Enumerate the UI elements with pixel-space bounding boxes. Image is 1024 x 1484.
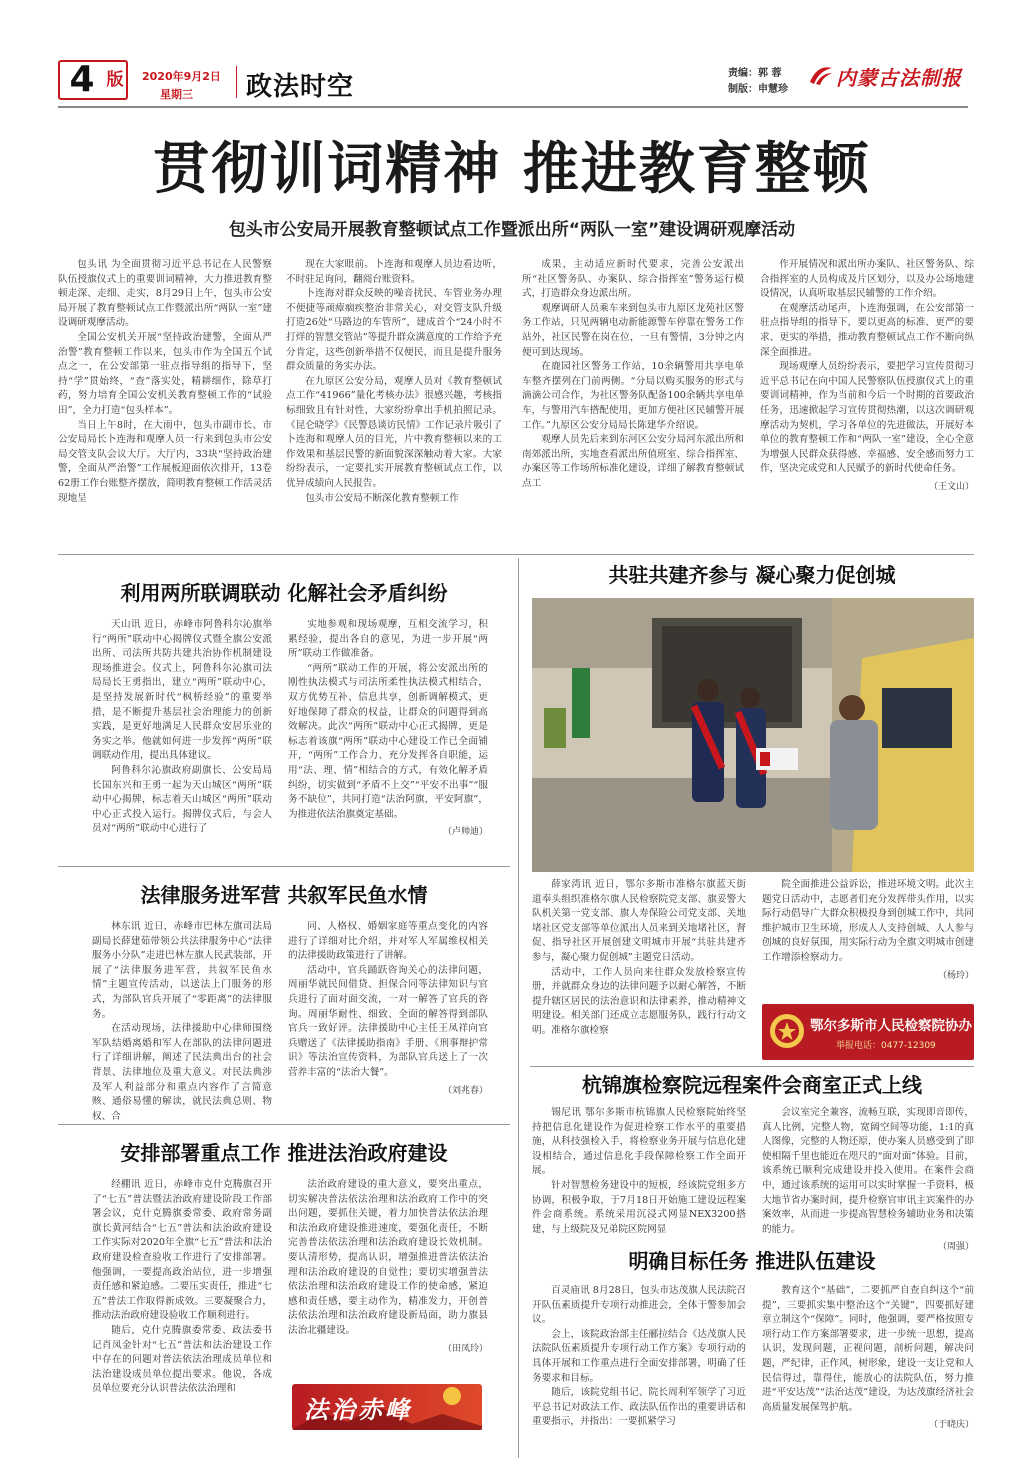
a4-photo [532,598,974,872]
a1-signature: （卢帅迪） [442,827,488,838]
page-number: 4 [69,59,95,100]
procuratorate-banner-text: 鄂尔多斯市人民检察院协办 [810,1018,972,1034]
a3-text-1: 经棚讯 近日，赤峰市克什克腾旗召开了“七五”普法暨法治政府建设阶段工作部署会议，克什克腾旗委常委、政府常务副旗长黄河结合“七五”普法和法治政府建设工作实际对2020年全旗“七五”普法和法治政府建设检查验收工作进行了安排部署。他强调，一要提高政治站位，进一步增强责任感和紧迫感。二要压实责任，推进“七五”普法工作取得新成效。三要凝聚合力，推动法治政府建设验收工作顺利进行。 随后，克什克腾旗委常委、政法委书记肖凤金针对“七五”普法和法治建设工作中存在的问题对普法依法治理成员单位和法治建设成员单位提出要求。他说，各成员单位要充分认识普法依法治理和 [92,1179,272,1395]
a3-col-1 [92,1178,272,1462]
a1-text-1: 天山讯 近日，赤峰市阿鲁科尔沁旗举行“两所”联动中心揭牌仪式暨全旗公安派出所、司法所共防共建共治协作机制建设现场推进会。仪式上，阿鲁科尔沁旗司法局局长王勇指出，建立“两所”联动中心，是坚持发展新时代“枫桥经验”的重要举措，是不断提升基层社会治理能力的创新实践，是更好地满足人民群众安居乐业的务实之举。他就如何进一步发挥“两所”联调联动作用，提出具体建议。 阿鲁科尔沁旗政府副旗长、公安局局长国东兴和王勇一起为天山城区“两所”联动中心揭牌，标志着天山城区“两所”联动中心正式投入运行。揭牌仪式后，与会人员对“两所”联动中心进行了 [92,619,272,835]
paper-logo-icon [808,64,834,86]
a4-signature: （杨玲） [937,970,974,981]
a3-signature: （田凤玲） [442,1343,488,1354]
a5-text-2: 会议室完全兼容，流畅互联，实现即音即传，真人比例，完整人物，宽阔空间等功能，1:1的真人图像，完整的人物还原，使办案人员感受到了即使相隔千里也能近在咫尺的“面对面”体验。目前，该系统已顺利完成建设并投入使用。在案件会商中，通过该系统的运用可以实时掌握一手资料，极大地节省办案时间，提升检察官审讯主宾案件的办案效率，从而进一步提高智慧检务辅助业务和决策的能力。 [762,1107,974,1235]
masthead-rule [58,106,968,108]
a1-col-1 [92,618,272,858]
a2-col-1 [92,920,272,1122]
lead-bottom-rule [58,554,974,555]
a6-col-1 [532,1284,746,1462]
a6-signature: （于晓庆） [928,1420,974,1431]
a5-title: 杭锦旗检察院远程案件会商室正式上线 [582,1073,922,1097]
issue-weekday: 星期三 [160,88,193,101]
a4-title: 共驻共建齐参与 凝心聚力促创城 [608,563,896,587]
producer-credit: 制版：申慧珍 [728,84,788,95]
a3-col-2 [288,1178,488,1382]
a6-title: 明确目标任务 推进队伍建设 [628,1249,876,1273]
a5-text-1: 锡尼讯 鄂尔多斯市杭锦旗人民检察院始终坚持把信息化建设作为促进检察工作水平的重要措施，从科技强检入手，将检察业务开展与信息化建设相结合，通过信息化手段保障检察工作全面开展。 针对智慧检务建设中的短板，经该院党组多方协调，积极争取，于7月18日开始施工建设远程案件会商系统。系统采用沉浸式网显NEX3200搭建，与上级院及兄弟院区院网显 [532,1107,746,1235]
paper-name: 内蒙古法制报 [836,66,962,90]
a4-text-1: 薛家湾讯 近日，鄂尔多斯市准格尔旗蓝天街道奉头组织准格尔旗人民检察院党支部、旗妥警大队机关第一党支部、旗人寿保险公司党支部、关地堵社区党支部等单位派出人员来到关地堵社区，督促、指导社区开展创建文明城市开展“共驻共建齐参与，凝心聚力促创城”主题党日活动。 活动中，工作人员向来往群众发放检察宣传册，并就群众身边的法律问题予以耐心解答，不断提升辖区居民的法治意识和法律素养，推动精神文明建设。相关部门还成立志愿服务队，践行行动文明。准格尔旗检察 [532,879,746,1036]
lead-subtitle: 包头市公安局开展教育整顿试点工作暨派出所“两队一室”建设调研观摩活动 [228,220,796,240]
lead-text-4: 作开展情况和派出所办案队、社区警务队、综合指挥室的人员构成及片区划分，以及办公场地建设情况，认真听取基层民辅警的工作介绍。 在观摩活动尾声，卜连海强调，在公安部第一驻点指导组的指导下，要以更高的标准、更严的要求、更实的举措，推动教育整顿试点工作不断向纵深全面推进。 现场观摩人员纷纷表示，要把学习宣传贯彻习近平总书记在向中国人民警察队伍授旗仪式上的重要训词精神，作为当前和今后一个时期的首要政治任务，迅速掀起学习宣传贯彻热潮，以这次调研观摩活动为契机，学习各单位的先进做法，开展好本单位的教育整顿工作和“两队一室”建设，全心全意为增强人民群众获得感、幸福感、安全感而努力工作，坚决完成党和人民赋予的新时代使命任务。 [760,259,974,475]
procuratorate-emblem-icon [768,1012,806,1050]
a5-col-2 [762,1106,974,1253]
a3-text-2: 法治政府建设的重大意义，要突出重点，切实解决普法依法治理和法治政府工作中的突出问题，要抓住关键，着力加快普法依法治理和法治政府建设推进速度，要强化责任，不断完善普法依法治理和法治政府建设长效机制。要认清形势，提高认识，增强推进普法依法治理和法治政府建设的自觉性；要切实增强普法依法治理和法治政府建设工作的使命感，紧迫感和责任感，要主动作为，精准发力，开创普法依法治理和法治政府建设新局面，助力旗县法治北疆建设。 [288,1179,488,1336]
lead-col-3 [522,258,744,550]
a1-text-2: 实地参观和现场观摩，互相交流学习，积累经验，提出各自的意见，为进一步开展“两所”联动工作做准备。 “两所”联动工作的开展，将公安派出所的刚性执法模式与司法所柔性执法模式相结合，双方优势互补、信息共享，创新调解模式，更好地保障了群众的权益，让群众的问题得到高效解决。此次“两所”联动中心正式揭牌，更是标志着该旗“两所”联动中心建设工作已全面铺开，“两所”工作合力、充分发挥各自职能，运用“法、理、情”相结合的方式，有效化解矛盾纠纷，切实做到“矛盾不上交”“平安不出事”“服务不缺位”，共同打造“法治阿旗，平安阿旗”，为推进依法治旗奠定基础。 [288,619,488,820]
a6-text-2: 教育这个“基础”，二要抓严自查自纠这个“前提”，三要抓实集中整治这个“关键”，四要抓好建章立制这个“保障”。同时，他强调，要严格按照专项行动工作方案部署要求，进一步统一思想，提高认识，发现问题，正视问题，剖析问题，解决问题，严纪律，正作风，树形象，建设一支让党和人民信得过，靠得住，能放心的法院队伍，努力推进“平安达茂”“法治达茂”建设，为达茂旗经济社会高质量发展保驾护航。 [762,1285,974,1413]
section-title: 政法时空 [246,72,355,102]
lead-text-1: 包头讯 为全面贯彻习近平总书记在人民警察队伍授旗仪式上的重要训词精神，大力推进教育整顿走深、走细、走实，8月29日上午，包头市公安局开展了教育整顿试点工作暨派出所“两队一室”建设调研观摩活动。 全国公安机关开展“坚持政治建警，全面从严治警”教育整顿工作以来，包头市作为全国五个试点之一，在公安部第一驻点指导组的指导下，坚持“学”贯始终，“查”落实处，精耕细作，除草打药，努力培育全国公安机关教育整顿工作的“试验田”，全力打造“包头样本”。 当日上午8时，在大雨中，包头市副市长、市公安局局长卜连海和观摩人员一行来到包头市公安局交管支队会议大厅。大厅内，33块“坚持政治建警，全面从严治警”工作展板迎面依次排开，13卷62册工作台账整齐摆放，简明教育整顿工作活灵活现地呈 [58,259,272,504]
a1-title: 利用两所联调联动 化解社会矛盾纠纷 [120,581,448,605]
a4-col-2 [762,878,974,996]
lead-col-2 [286,258,502,550]
a2-bottom-rule [58,1124,510,1125]
lead-col-1 [58,258,272,550]
lead-signature: （王文山） [928,481,974,492]
lead-title: 贯彻训词精神 推进教育整顿 [153,136,871,202]
a2-text-1: 林东讯 近日，赤峰市巴林左旗司法局副局长薛建茹带领公共法律服务中心“法律服务小分队”走进巴林左旗人民武装部，开展了“法律服务进军营，共叙军民鱼水情”主题宣传活动，以送法上门服务的形式，为部队官兵开展了“零距离”的法律服务。 在活动现场，法律援助中心律师围绕军队结婚离婚和军人在部队的法律问题进行了详细讲解，阐述了民法典出台的社会背景、法律地位及重大意义。对民法典涉及军人利益部分和重点内容作了言简意赅、通俗易懂的解读，就民法典总则、物权、合 [92,921,272,1122]
fazhi-chifeng-text: 法治赤峰 [304,1395,412,1424]
lead-col-4 [760,258,974,550]
a5-signature: （周强） [937,1242,974,1253]
lead-text-2: 现在大家眼前。卜连海和观摩人员边看边听，不时驻足询问，翻阅台账资料。 卜连海对群众反映的噪音扰民、车管业务办理不便捷等顽瘴痼疾整治非常关心，对交管支队升级打造26处“马路边的车管所”，建成首个“24小时不打烊的智慧交管站”等提升群众满意度的工作给予充分肯定，这些创新举措不仅便民，而且是提升服务群众质量的务实办法。 在九原区公安分局，观摩人员对《教育整顿试点工作“41966”量化考核办法》很感兴趣，考核指标细致且有针对性，大家纷纷拿出手机拍照记录。《昆仑晓学》《民警恳谈访民情》工作记录片吸引了卜连海和观摩人员的目光，片中教育整顿以来的工作效果和基层民警的新面貌深深触动着大家。大家纷纷表示，一定要扎实开展教育整顿试点工作，以优异成绩向人民报告。 包头市公安局不断深化教育整顿工作 [286,259,502,504]
procuratorate-banner-phone: 举报电话：0477-12309 [836,1041,936,1051]
a4-bottom-rule [530,1066,974,1067]
a1-bottom-rule [58,866,510,867]
a2-signature: （刘兆春） [442,1085,488,1096]
a2-text-2: 同、人格权、婚姻家庭等重点变化的内容进行了详细对比介绍，并对军人军属维权相关的法律援助政策进行了讲解。 活动中，官兵踊跃咨询关心的法律问题，周丽华就民间借贷、担保合同等法律知识与官兵进行了面对面交流，一对一解答了官兵的咨询。周丽华耐性、细致、全面的解答得到部队官兵一致好评。法律援助中心主任王凤祥向官兵赠送了《法律援助指南》手册、《刑事辩护常识》等法治宣传资料，为部队官兵送上了一次营养丰富的“法治大餐”。 [288,921,488,1078]
fazhi-chifeng-logo [292,1384,482,1430]
masthead [0,0,1024,110]
masthead-divider [236,66,237,98]
a5-col-1 [532,1106,746,1235]
issue-date: 2020年9月2日 [142,70,221,83]
procuratorate-banner [762,1004,974,1060]
page-suffix: 版 [106,70,124,90]
a6-text-1: 百灵庙讯 8月28日，包头市达茂旗人民法院召开队伍素质提升专项行动推进会，全体干警参加会议。 会上，该院政治部主任郦拉结合《达茂旗人民法院队伍素质提升专项行动工作方案》专项行动的具体开展和工作重点进行全面安排部署，明确了任务要求和目标。 随后，该院党组书记、院长周利军领学了习近平总书记对政法工作、政法队伍作出的重要讲话和重要指示，并指出：一要抓紧学习 [532,1285,746,1428]
a4-col-1 [532,878,746,1060]
center-divider [518,558,519,1458]
a2-col-2 [288,920,488,1118]
a1-col-2 [288,618,488,858]
a3-title: 安排部署重点工作 推进法治政府建设 [120,1141,448,1165]
lead-text-3: 成果，主动适应新时代要求，完善公安派出所“社区警务队、办案队、综合指挥室”警务运行模式，打造群众身边派出所。 观摩调研人员乘车来到包头市九原区龙苑社区警务工作站，只见两辆电动新能源警车停靠在警务工作站外，社区民警在岗在位，一旦有警情，3分钟之内便可到达现场。 在鹿园社区警务工作站，10余辆警用共享电单车整齐摆列在门前两侧。“分局以购买服务的形式与滴滴公司合作，为社区警务队配备100余辆共享电单车，与警用汽车搭配使用，更加方便社区民辅警开展工作。”九原区公安分局局长陈建华介绍说。 观摩人员先后来到东河区公安分局河东派出所和南郊派出所，实地查看派出所值班室、综合指挥室、办案区等工作场所标准化建设，详细了解教育整顿试点工 [522,259,744,489]
editor-credit: 责编：郭 蓉 [728,68,782,79]
a4-text-2: 院全面推进公益诉讼，推进环境文明。此次主题党日活动中，志愿者们充分发挥带头作用，以实际行动倡导广大群众积极投身到创城工作中，共同维护城市卫生环境，形成人人支持创城、人人参与创城的良好氛围，用实际行动为全旗文明城市创建工作增添检察动力。 [762,879,974,963]
a6-col-2 [762,1284,974,1462]
a2-title: 法律服务进军营 共叙军民鱼水情 [140,883,428,907]
